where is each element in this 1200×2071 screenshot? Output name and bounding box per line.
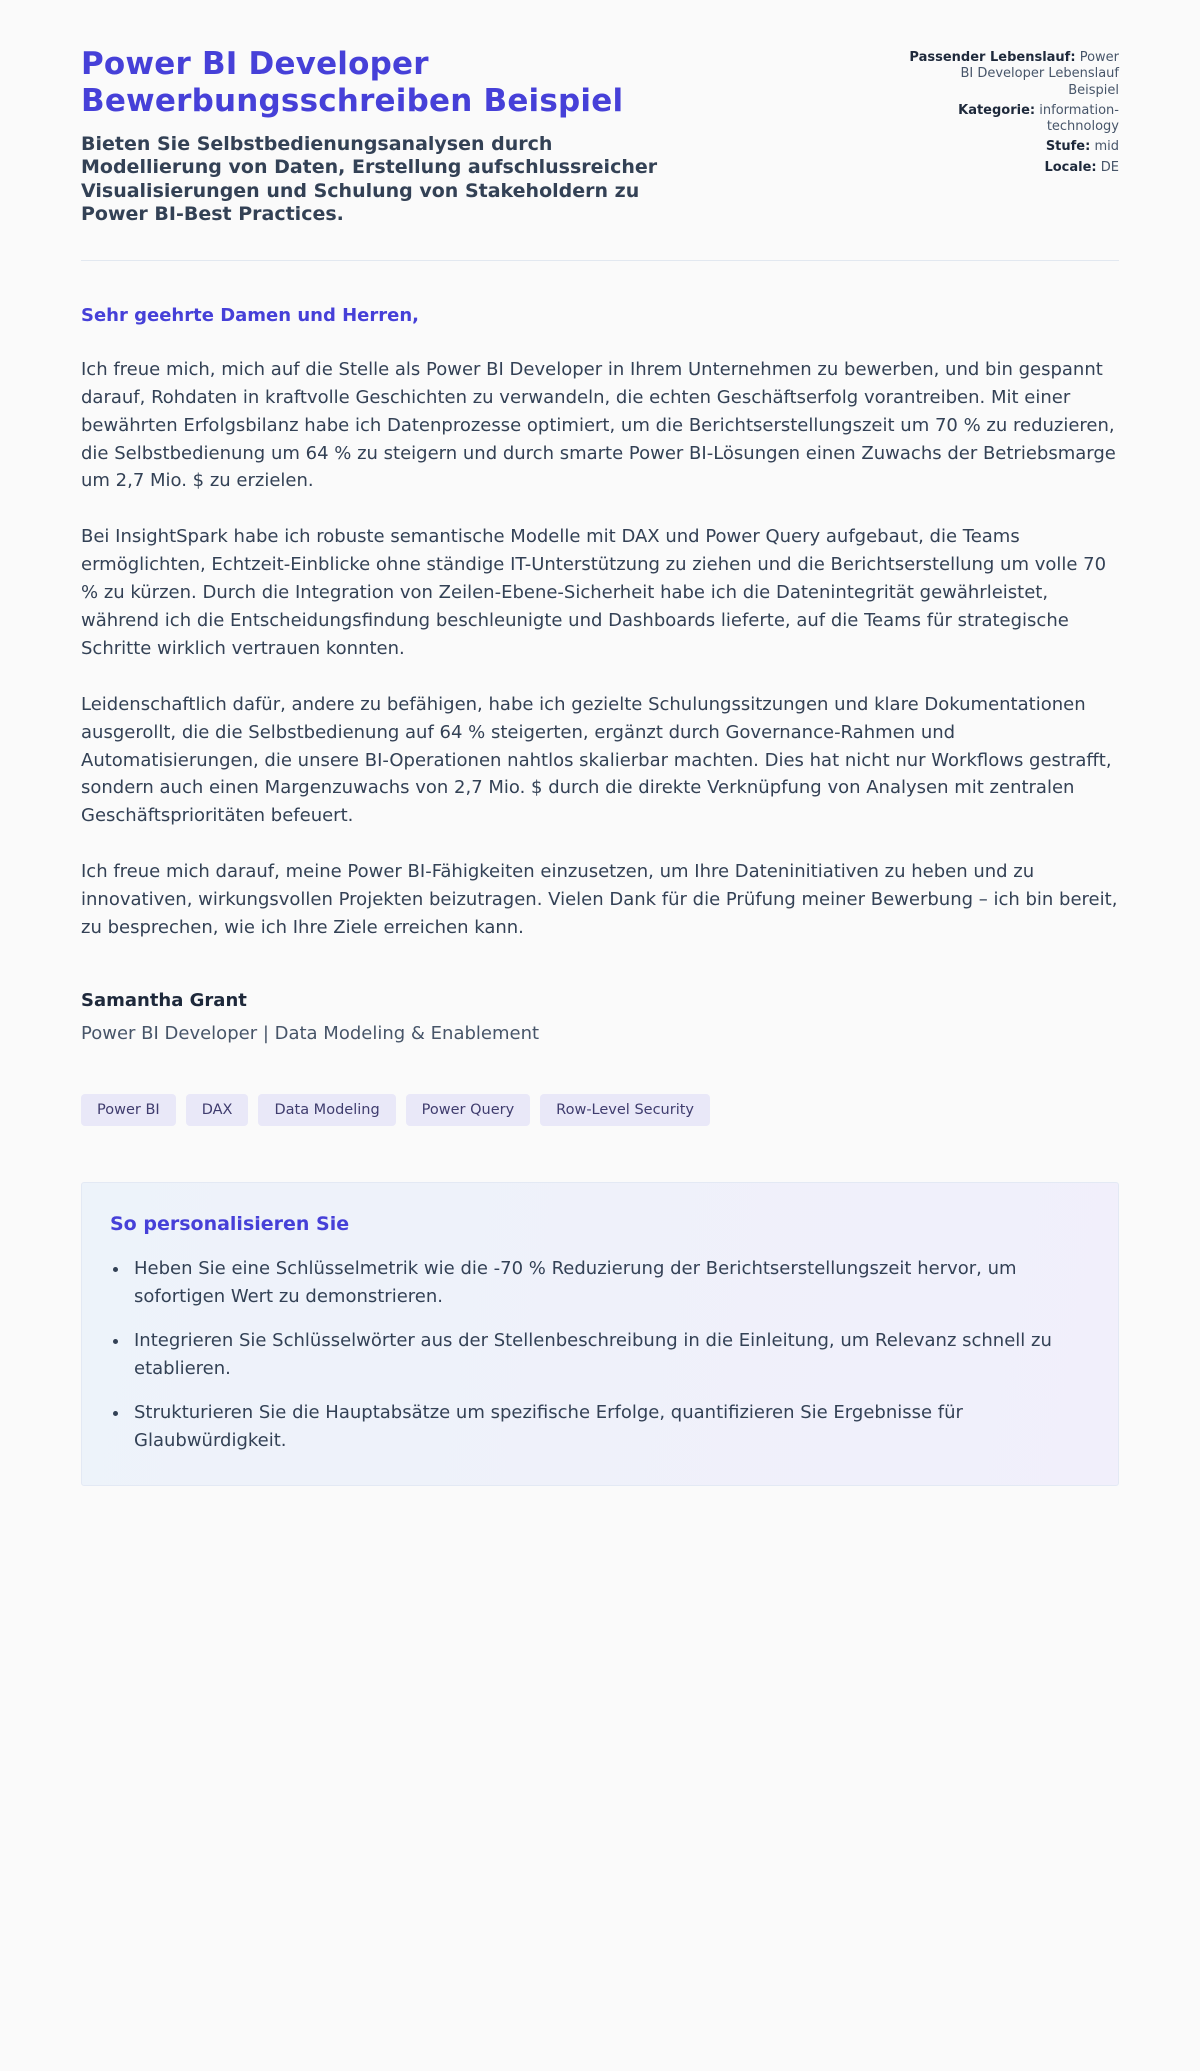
meta-row-level (909, 139, 1119, 155)
skill-tag: DAX (186, 1094, 249, 1127)
letter-paragraph: Ich freue mich darauf, meine Power BI-Fähigkeiten einzusetzen, um Ihre Dateninitiativen zu heben und zu innovativen, wirkungsvollen Projekten beizutragen. Vielen Dank für die Prüfung meiner Bewerbung – ich bin bereit, zu besprechen, wie ich Ihre Ziele erreichen kann. (81, 861, 1118, 938)
meta-locale-value: DE (1100, 159, 1119, 175)
skill-tag: Row-Level Security (540, 1094, 710, 1127)
skill-tags (81, 1094, 1119, 1127)
signature-block (81, 990, 1119, 1044)
tips-list-item: • Heben Sie eine Schlüsselmetrik wie die -70 % Reduzierung der Berichtserstellungszeit hervor, um sofortigen Wert zu demonstrieren. (130, 1255, 1090, 1311)
signature-name: Samantha Grant (81, 989, 247, 1011)
meta-level-value: mid (1094, 139, 1119, 155)
meta-row-locale (909, 160, 1119, 176)
tips-list-item: • Integrieren Sie Schlüsselwörter aus der Stellenbeschreibung in die Einleitung, um Relevanz schnell zu etablieren. (130, 1327, 1090, 1383)
meta-resume-value: Power BI Developer Lebenslauf Beispiel (960, 50, 1119, 98)
tips-list (106, 1255, 1090, 1454)
meta-level-label: Stufe: (1045, 139, 1091, 155)
letter-paragraph: Ich freue mich, mich auf die Stelle als Power BI Developer in Ihrem Unternehmen zu bewerben, und bin gespannt darauf, Rohdaten in kraftvolle Geschichten zu verwandeln, die echten Geschäftserfolg vorantreiben. Mit einer bewährten Erfolgsbilanz habe ich Datenprozesse optimiert, um die Berichtserstellungszeit um 70 % zu reduzieren, die Selbstbedienung um 64 % zu steigern und durch smarte Power BI-Lösungen einen Zuwachs der Betriebsmarge um 2,7 Mio. $ zu erzielen. (81, 358, 1116, 492)
letter-greeting: Sehr geehrte Damen und Herren, (81, 304, 420, 326)
tips-title: So personalisieren Sie (110, 1213, 350, 1236)
meta-locale-label: Locale: (1044, 159, 1097, 175)
letter-paragraph: Bei InsightSpark habe ich robuste semantische Modelle mit DAX und Power Query aufgebaut, die Teams ermöglichten, Echtzeit-Einblicke ohne ständige IT-Unterstützung zu ziehen und die Berichtserstellung um volle 70 % zu kürzen. Durch die Integration von Zeilen-Ebene-Sicherheit habe ich die Datenintegrität gewährleistet, während ich die Entscheidungsfindung beschleunigte und Dashboards lieferte, auf die Teams für strategische Schritte wirklich vertrauen konnten. (81, 526, 1107, 659)
meta-category-label: Kategorie: (958, 102, 1036, 118)
meta-panel (909, 46, 1119, 180)
meta-category-value: information-technology (1039, 102, 1119, 134)
letter-body (81, 261, 1119, 1486)
meta-row-category (909, 103, 1119, 136)
skill-tag: Power BI (81, 1094, 176, 1127)
cover-letter-page (81, 0, 1119, 1566)
page-subtitle: Bieten Sie Selbstbedienungsanalysen durch Modellierung von Daten, Erstellung aufschlussreicher Visualisierungen und Schulung von Stakeholdern zu Power BI-Best Practices. (81, 133, 658, 225)
letter-paragraph: Leidenschaftlich dafür, andere zu befähigen, habe ich gezielte Schulungssitzungen und klare Dokumentationen ausgerollt, die die Selbstbedienung auf 64 % steigerten, ergänzt durch Governance-Rahmen und Automatisierungen, die unsere BI-Operationen nahtlos skalierbar machten. Dies hat nicht nur Workflows gestrafft, sondern auch einen Margenzuwachs von 2,7 Mio. $ durch die direkte Verknüpfung von Analysen mit zentralen Geschäftsprioritäten befeuert. (81, 693, 1112, 827)
page-title: Power BI Developer Bewerbungsschreiben Beispiel (81, 46, 624, 119)
tips-list-item: • Strukturieren Sie die Hauptabsätze um spezifische Erfolge, quantifizieren Sie Ergebnisse für Glaubwürdigkeit. (130, 1399, 1090, 1455)
personalization-tips-callout (81, 1182, 1119, 1485)
skill-tag: Data Modeling (258, 1094, 395, 1127)
meta-resume-label: Passender Lebenslauf: (909, 50, 1076, 65)
header-title-block (81, 46, 721, 226)
skill-tag: Power Query (406, 1094, 531, 1127)
header (81, 46, 1119, 226)
signature-role: Power BI Developer | Data Modeling & Enablement (81, 1022, 540, 1044)
meta-row-resume (909, 50, 1119, 99)
